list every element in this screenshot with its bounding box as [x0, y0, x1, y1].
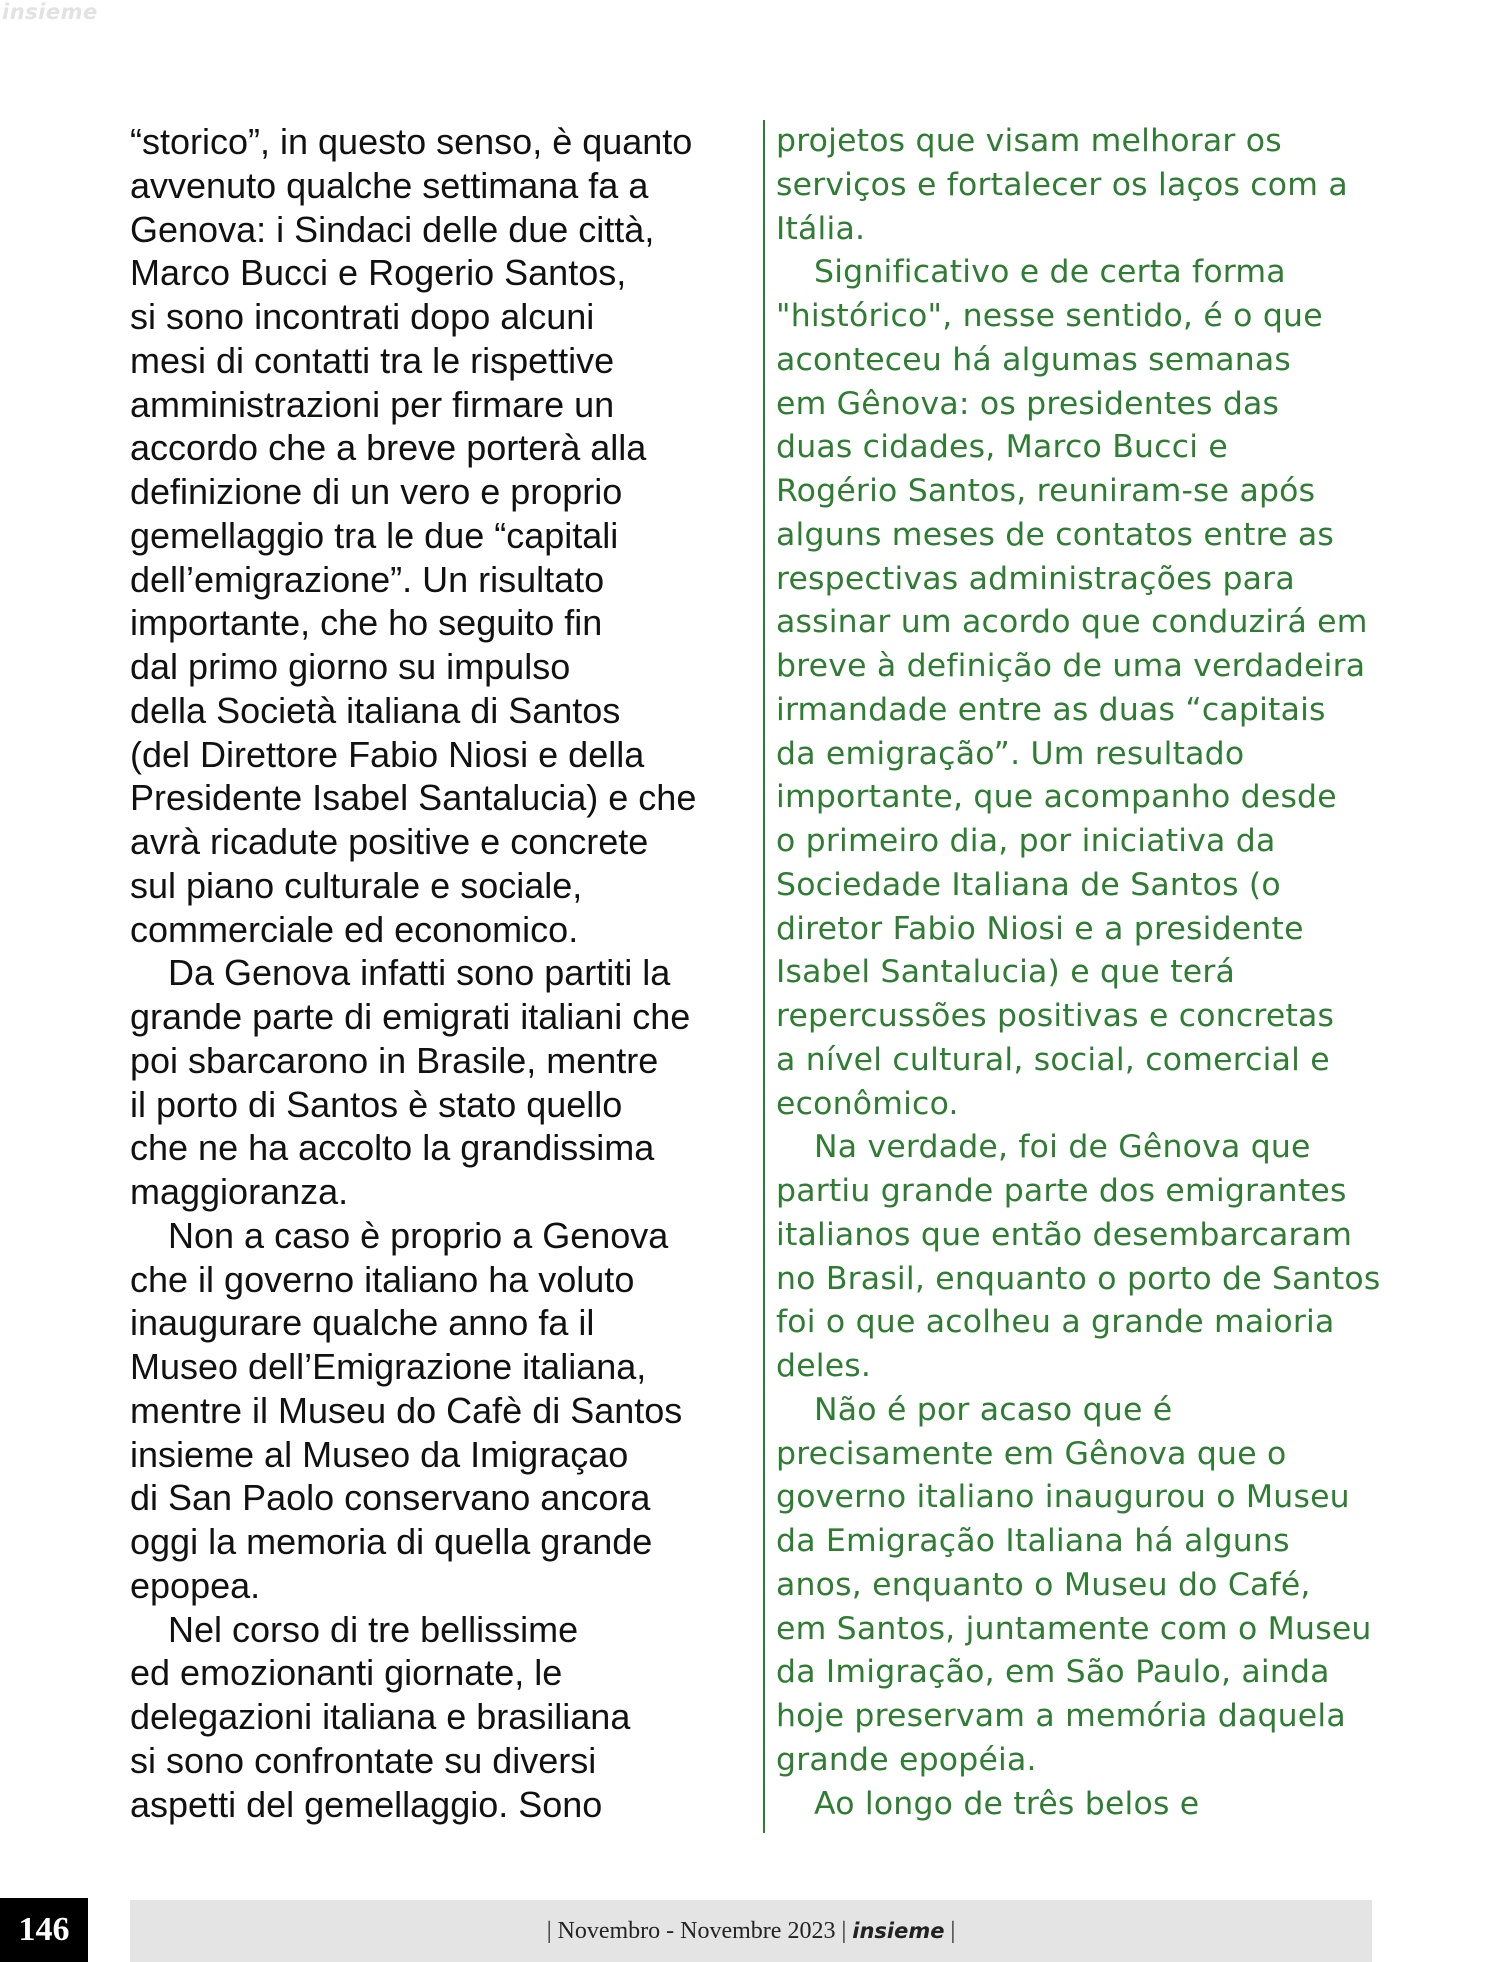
italian-text-line: Nel corso di tre bellissime	[168, 1608, 579, 1650]
portuguese-text-line: Não é por acaso que é	[814, 1391, 1173, 1428]
portuguese-text-column	[776, 120, 1396, 1826]
portuguese-text-line: econômico.	[776, 1085, 959, 1122]
portuguese-text-line: projetos que visam melhorar os	[776, 123, 1282, 159]
portuguese-text-line: "histórico", nesse sentido, é o que	[776, 298, 1323, 334]
italian-text-line: della Società italiana di Santos	[130, 689, 621, 731]
portuguese-text-line: em Santos, juntamente com o Museu	[776, 1610, 1372, 1647]
portuguese-text-line: o primeiro dia, por iniciativa da	[776, 823, 1276, 859]
italian-text-line: ed emozionanti giornate, le	[130, 1652, 563, 1694]
portuguese-text-line: Rogério Santos, reuniram-se após	[776, 473, 1316, 509]
italian-text-line: grande parte di emigrati italiani che	[130, 996, 691, 1037]
italian-text-line: avvenuto qualche settimana fa a	[130, 164, 649, 206]
italian-text-line: epopea.	[130, 1564, 261, 1606]
italian-text-line: dal primo giorno su impulso	[130, 646, 571, 687]
footer-pipe: |	[841, 1917, 847, 1944]
italian-text-line: dell’emigrazione”. Un risultato	[130, 558, 605, 600]
italian-text-line: di San Paolo conservano ancora	[130, 1477, 651, 1519]
portuguese-text-line: importante, que acompanho desde	[776, 779, 1337, 816]
portuguese-text-line: aconteceu há algumas semanas	[776, 341, 1292, 378]
portuguese-text-line: Ao longo de três belos e	[814, 1785, 1200, 1822]
footer-pipe: |	[950, 1917, 956, 1944]
portuguese-text-line: a nível cultural, social, comercial e	[776, 1041, 1330, 1078]
italian-text-line: Genova: i Sindaci delle due città,	[130, 208, 655, 250]
portuguese-text-line: Itália.	[776, 210, 866, 247]
portuguese-text-line: alguns meses de contatos entre as	[776, 516, 1334, 553]
italian-text-line: Presidente Isabel Santalucia) e che	[130, 777, 697, 819]
footer-issue-info	[130, 1900, 1372, 1962]
italian-text-line: avrà ricadute positive e concrete	[130, 821, 649, 862]
italian-text-line: amministrazioni per firmare un	[130, 383, 615, 425]
italian-text-line: si sono confrontate su diversi	[130, 1739, 597, 1781]
portuguese-text-line: em Gênova: os presidentes das	[776, 385, 1280, 422]
italian-text-line: Da Genova infatti sono partiti la	[168, 952, 671, 994]
portuguese-text-line: da emigração”. Um resultado	[776, 735, 1245, 772]
italian-text-line: che il governo italiano ha voluto	[130, 1258, 635, 1300]
italian-text-line: mentre il Museu do Cafè di Santos	[130, 1389, 683, 1431]
portuguese-text-line: no Brasil, enquanto o porto de Santos	[776, 1260, 1381, 1297]
page-number: 146	[0, 1898, 88, 1962]
portuguese-text-line: serviços e fortalecer os laços com a	[776, 166, 1348, 203]
portuguese-text-line: diretor Fabio Niosi e a presidente	[776, 910, 1304, 947]
portuguese-text-line: repercussões positivas e concretas	[776, 998, 1335, 1034]
italian-text-line: sul piano culturale e sociale,	[130, 864, 583, 906]
portuguese-text-line: Significativo e de certa forma	[814, 254, 1286, 291]
italian-text-line: mesi di contatti tra le rispettive	[130, 339, 615, 381]
italian-text-line: maggioranza.	[130, 1171, 349, 1212]
footer-pipe: |	[546, 1917, 552, 1944]
portuguese-text-line: anos, enquanto o Museu do Café,	[776, 1566, 1311, 1603]
portuguese-text-line: Na verdade, foi de Gênova que	[814, 1129, 1311, 1166]
italian-text-line: si sono incontrati dopo alcuni	[130, 296, 595, 337]
italian-text-line: (del Direttore Fabio Niosi e della	[130, 733, 645, 775]
insieme-watermark-logo: insieme	[2, 0, 98, 24]
italian-text-line: Marco Bucci e Rogerio Santos,	[130, 252, 627, 294]
portuguese-text-line: precisamente em Gênova que o	[776, 1435, 1287, 1472]
portuguese-text-line: italianos que então desembarcaram	[776, 1216, 1353, 1253]
portuguese-text-line: hoje preservam a memória daquela	[776, 1698, 1346, 1734]
italian-text-line: gemellaggio tra le due “capitali	[130, 514, 619, 556]
footer-date: Novembro - Novembre 2023	[557, 1917, 836, 1944]
portuguese-text-line: partiu grande parte dos emigrantes	[776, 1173, 1347, 1209]
italian-text-line: Non a caso è proprio a Genova	[168, 1214, 669, 1256]
portuguese-text-line: deles.	[776, 1348, 872, 1384]
italian-text-line: “storico”, in questo senso, è quanto	[130, 121, 693, 162]
italian-text-line: accordo che a breve porterà alla	[130, 427, 647, 469]
italian-text-line: aspetti del gemellaggio. Sono	[130, 1783, 603, 1825]
portuguese-text-line: Sociedade Italiana de Santos (o	[776, 866, 1281, 903]
portuguese-text-line: foi o que acolheu a grande maioria	[776, 1304, 1335, 1341]
portuguese-text-line: assinar um acordo que conduzirá em	[776, 604, 1368, 641]
italian-text-line: definizione di un vero e proprio	[130, 471, 623, 512]
italian-text-line: inaugurare qualche anno fa il	[130, 1302, 595, 1344]
italian-text-line: il porto di Santos è stato quello	[130, 1083, 623, 1125]
portuguese-text-line: duas cidades, Marco Bucci e	[776, 429, 1228, 466]
italian-text-line: delegazioni italiana e brasiliana	[130, 1696, 631, 1737]
portuguese-text-line: da Emigração Italiana há alguns	[776, 1523, 1290, 1559]
italian-text-line: importante, che ho seguito fin	[130, 602, 603, 644]
italian-text-line: poi sbarcarono in Brasile, mentre	[130, 1039, 659, 1081]
italian-text-line: commerciale ed economico.	[130, 908, 579, 950]
portuguese-text-line: irmandade entre as duas “capitais	[776, 691, 1326, 728]
portuguese-text-line: Isabel Santalucia) e que terá	[776, 954, 1235, 991]
portuguese-text-line: governo italiano inaugurou o Museu	[776, 1479, 1350, 1516]
italian-text-line: che ne ha accolto la grandissima	[130, 1127, 655, 1169]
italian-text-line: insieme al Museo da Imigraçao	[130, 1433, 629, 1475]
italian-text-line: oggi la memoria di quella grande	[130, 1521, 653, 1562]
portuguese-text-line: grande epopéia.	[776, 1741, 1037, 1778]
portuguese-text-line: da Imigração, em São Paulo, ainda	[776, 1654, 1330, 1691]
italian-text-column	[130, 120, 750, 1826]
column-divider	[763, 120, 765, 1833]
portuguese-text-line: respectivas administrações para	[776, 560, 1295, 597]
footer-brand-logo: insieme	[852, 1919, 945, 1943]
italian-text-line: Museo dell’Emigrazione italiana,	[130, 1346, 647, 1387]
portuguese-text-line: breve à definição de uma verdadeira	[776, 648, 1366, 684]
